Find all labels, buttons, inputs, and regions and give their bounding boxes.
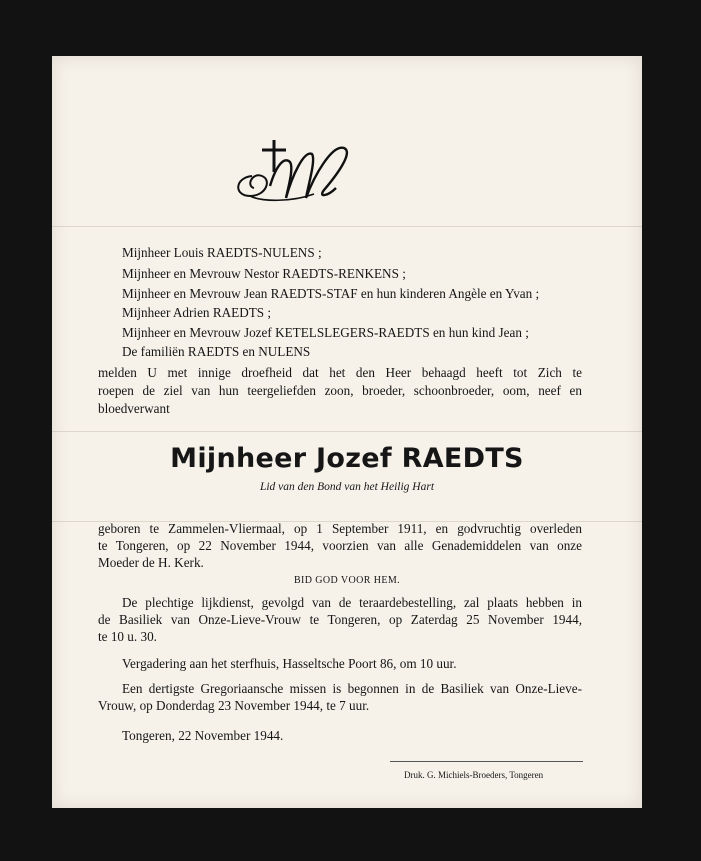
family-line-6: De familiën RAEDTS en NULENS <box>122 344 311 359</box>
funeral-line-3: te 10 u. 30. <box>98 629 157 644</box>
paper-fold-line <box>52 226 642 227</box>
family-line-5: Mijnheer en Mevrouw Jozef KETELSLEGERS-RAEDTS en hun kind Jean ; <box>122 325 529 340</box>
family-line-4: Mijnheer Adrien RAEDTS ; <box>122 305 272 320</box>
birth-line-1: geboren te Zammelen-Vliermaal, op 1 September 1911, en godvruchtig overleden <box>98 521 582 536</box>
intro-line-1: melden U met innige droefheid dat het den Heer behaagd heeft tot Zich te <box>98 365 582 380</box>
deceased-name-title: Mijnheer Jozef RAEDTS <box>170 443 524 474</box>
gathering-line: Vergadering aan het sterfhuis, Hasseltsche Poort 86, om 10 uur. <box>122 656 457 671</box>
printer-credit: Druk. G. Michiels-Broeders, Tongeren <box>404 770 544 780</box>
place-date-line: Tongeren, 22 November 1944. <box>122 728 284 743</box>
mass-line-1: Een dertigste Gregoriaansche missen is begonnen in de Basiliek van Onze-Lieve- <box>122 681 582 696</box>
prayer-line: BID GOD VOOR HEM. <box>293 575 401 586</box>
mass-line-2: Vrouw, op Donderdag 23 November 1944, te 7 uur. <box>98 698 370 713</box>
paper-fold-line <box>52 431 642 432</box>
intro-line-3: bloedverwant <box>98 401 170 416</box>
family-line-3: Mijnheer en Mevrouw Jean RAEDTS-STAF en hun kinderen Angèle en Yvan ; <box>122 286 540 301</box>
printer-rule <box>390 761 583 762</box>
death-notice-card <box>52 56 642 808</box>
family-line-2: Mijnheer en Mevrouw Nestor RAEDTS-RENKENS ; <box>122 266 406 281</box>
birth-line-3: Moeder de H. Kerk. <box>98 555 204 570</box>
birth-line-2: te Tongeren, op 22 November 1944, voorzien van alle Genademiddelen van onze <box>98 538 582 553</box>
funeral-line-1: De plechtige lijkdienst, gevolgd van de teraardebestelling, zal plaats hebben in <box>122 595 582 610</box>
family-line-1: Mijnheer Louis RAEDTS-NULENS ; <box>122 245 322 260</box>
deceased-subtitle: Lid van den Bond van het Heilig Hart <box>259 481 435 493</box>
cross-monogram-icon <box>232 136 372 216</box>
funeral-line-2: de Basiliek van Onze-Lieve-Vrouw te Tongeren, op Zaterdag 25 November 1944, <box>98 612 582 627</box>
intro-line-2: roepen de ziel van hun teergeliefden zoon, broeder, schoonbroeder, oom, neef en <box>98 383 582 398</box>
